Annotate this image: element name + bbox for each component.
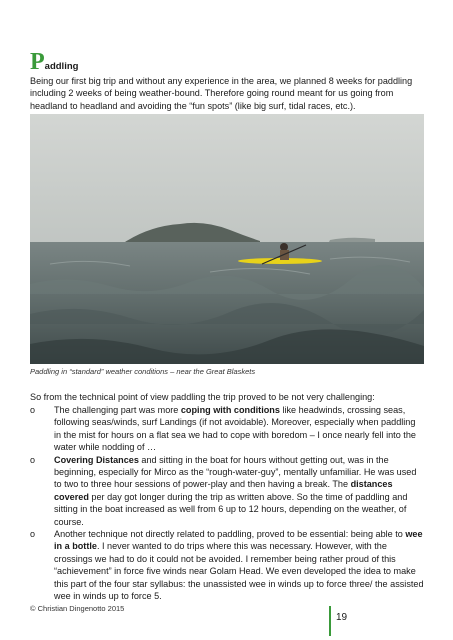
list-item: o Another technique not directly related to paddling, proved to be essential: being able to wee in a bottle. I never wanted to do trips where this was necessary. However, with the crossings we had to do it could not be avoided. I remember being rather proud of this “achievement” in force five winds near Golam Head. We even developed the idea to make this part of the four star syllabus: the unassisted wee in winds up to force three/ the assisted wee in winds up to force 5. [30, 529, 424, 602]
copyright-footer: © Christian Dingenotto 2015 [30, 604, 125, 613]
bullet-list [30, 404, 425, 603]
lead-paragraph: So from the technical point of view paddling the trip proved to be not very challenging: [30, 392, 375, 402]
kayak-photo-graphic [30, 114, 424, 364]
bullet-marker: o [30, 454, 36, 465]
heading-initial: P [30, 49, 45, 75]
section-heading [30, 50, 78, 74]
page-number: 19 [336, 612, 348, 623]
paddler-head [280, 243, 288, 251]
intro-paragraph: Being our first big trip and without any experience in the area, we planned 8 weeks for paddling including 2 weeks of being weather-bound. Therefore going round meant for us going from headland to headland and avoiding the “fun spots” (like big surf, tidal races, etc.). [30, 76, 413, 111]
list-item: o Covering Distances and sitting in the boat for hours without getting out, was in the beginning, especially for Mirco as the “rough-water-guy”, mentally unfamiliar. He was used to two to three hour sessions of power-play and then having a break. The distances covered per day got longer during the trip as written above. So the time of paddling and sitting in the boat increased as well from 6 up to 12 hours, depending on the weather, of course. [30, 454, 417, 527]
list-item: o The challenging part was more coping with conditions like headwinds, crossing seas, following seas/winds, surf Landings (if not avoidable). Moreover, especially when paddling in the mist for hours on a flat sea we had to cope with boredom – I once nearly fell into the water while nodding of … [30, 405, 416, 453]
photo-caption: Paddling in “standard” weather conditions – near the Great Blaskets [30, 367, 256, 376]
kayak-photo [30, 114, 424, 364]
bullet-marker: o [30, 405, 36, 415]
bullet-marker: o [30, 529, 36, 540]
page-number-rule [329, 606, 331, 636]
heading-rest: addling [44, 61, 79, 72]
